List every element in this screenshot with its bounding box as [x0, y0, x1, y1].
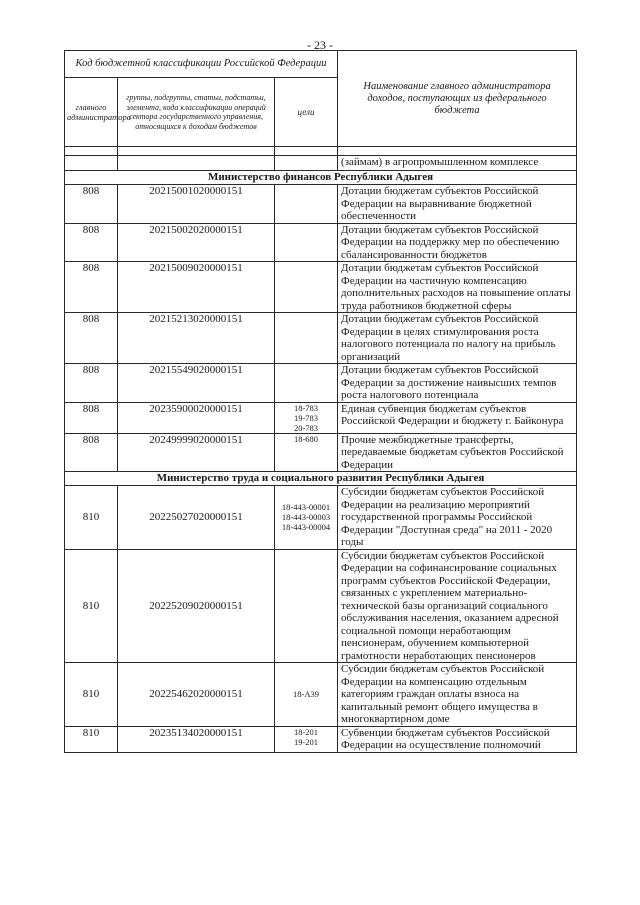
classification-code-cell: 20235134020000151: [118, 726, 275, 752]
purpose-code-cell: [275, 313, 338, 364]
purpose-code-cell: [275, 549, 338, 663]
purpose-code-cell: 18-443-00001 18-443-00003 18-443-00004: [275, 486, 338, 550]
classification-code-cell: 20225462020000151: [118, 663, 275, 727]
table-row: [65, 726, 577, 752]
revenue-name-cell: Дотации бюджетам субъектов Российской Федерации на выравнивание бюджетной обеспеченности: [338, 185, 577, 224]
table-header-row-1: [65, 51, 577, 78]
classification-code-cell: 20215009020000151: [118, 262, 275, 313]
budget-classification-table: [64, 50, 577, 753]
purpose-code-cell: [275, 185, 338, 224]
admin-code-cell: 808: [65, 433, 118, 472]
classification-code-cell: 20215549020000151: [118, 364, 275, 403]
section-row: [65, 472, 577, 486]
revenue-name-cell: Дотации бюджетам субъектов Российской Федерации в целях стимулирования роста налогового потенциала по налогу на прибыль организаций: [338, 313, 577, 364]
classification-code-cell: 20215213020000151: [118, 313, 275, 364]
purpose-code-cell: 18-201 19-201: [275, 726, 338, 752]
table-row: [65, 486, 577, 550]
admin-code-cell: 808: [65, 185, 118, 224]
purpose-code-cell: 18-783 19-783 20-783: [275, 402, 338, 433]
purpose-code-cell: 18-680: [275, 433, 338, 472]
purpose-code-cell: [275, 223, 338, 262]
revenue-name-cell: Субвенции бюджетам субъектов Российской Федерации на осуществление полномочий: [338, 726, 577, 752]
table-row: [65, 549, 577, 663]
table-row: [65, 364, 577, 403]
groups-column-header: группы, подгруппы, статьи, подстатьи, элемента, кода классификации операций сектора государственного управления, относящихся к доходам бюджетов: [118, 78, 275, 147]
revenue-name-cell: Субсидии бюджетам субъектов Российской Федерации на реализацию мероприятий государственной программы Российской Федерации "Доступная среда" на 2011 - 2020 годы: [338, 486, 577, 550]
admin-code-cell: 810: [65, 549, 118, 663]
revenue-name-cell: Прочие межбюджетные трансферты, передаваемые бюджетам субъектов Российской Федерации: [338, 433, 577, 472]
purpose-code-cell: 18-А39: [275, 663, 338, 727]
admin-code-cell: 808: [65, 262, 118, 313]
admin-code-cell: 810: [65, 486, 118, 550]
table-row: [65, 223, 577, 262]
classification-code-cell: 20249999020000151: [118, 433, 275, 472]
revenue-name-cell: Дотации бюджетам субъектов Российской Федерации за достижение наивысших темпов роста налогового потенциала: [338, 364, 577, 403]
admin-code-cell: 808: [65, 313, 118, 364]
classification-code-cell: 20215002020000151: [118, 223, 275, 262]
code-group-header: Код бюджетной классификации Российской Федерации: [65, 51, 338, 78]
section-row: [65, 171, 577, 185]
admin-code-cell: 810: [65, 663, 118, 727]
continuation-text: (займам) в агропромышленном комплексе: [338, 156, 577, 171]
classification-code-cell: 20235900020000151: [118, 402, 275, 433]
purpose-column-header: цели: [275, 78, 338, 147]
revenue-name-cell: Субсидии бюджетам субъектов Российской Федерации на софинансирование социальных программ субъектов Российской Федерации, связанных с укреплением материально-технической базы организаций социального обслуживания населения, оказанием адресной социальной помощи неработающим пенсионерам, обучением компьютерной грамотности неработающих пенсионеров: [338, 549, 577, 663]
table-row: [65, 402, 577, 433]
table-row: [65, 185, 577, 224]
continuation-row: [65, 156, 577, 171]
revenue-name-cell: Субсидии бюджетам субъектов Российской Федерации на компенсацию отдельным категориям граждан оплаты взноса на капитальный ремонт общего имущества в многоквартирном доме: [338, 663, 577, 727]
admin-column-header: главного администратора: [65, 78, 118, 147]
admin-code-cell: 808: [65, 223, 118, 262]
classification-code-cell: 20215001020000151: [118, 185, 275, 224]
page-number: - 23 -: [307, 38, 333, 52]
classification-code-cell: 20225027020000151: [118, 486, 275, 550]
purpose-code-cell: [275, 364, 338, 403]
admin-code-cell: 808: [65, 364, 118, 403]
revenue-name-cell: Единая субвенция бюджетам субъектов Российской Федерации и бюджету г. Байконура: [338, 402, 577, 433]
table-row: [65, 433, 577, 472]
classification-code-cell: 20225209020000151: [118, 549, 275, 663]
revenue-name-cell: Дотации бюджетам субъектов Российской Федерации на поддержку мер по обеспечению сбалансированности бюджетов: [338, 223, 577, 262]
name-column-header: Наименование главного администратора доходов, поступающих из федерального бюджета: [338, 51, 577, 147]
table-row: [65, 663, 577, 727]
admin-code-cell: 810: [65, 726, 118, 752]
table-row: [65, 262, 577, 313]
table-row: [65, 313, 577, 364]
admin-code-cell: 808: [65, 402, 118, 433]
section-title: Министерство труда и социального развития Республики Адыгея: [65, 472, 577, 486]
purpose-code-cell: [275, 262, 338, 313]
revenue-name-cell: Дотации бюджетам субъектов Российской Федерации на частичную компенсацию дополнительных расходов на повышение оплаты труда работников бюджетной сферы: [338, 262, 577, 313]
header-spacer-row: [65, 147, 577, 156]
section-title: Министерство финансов Республики Адыгея: [65, 171, 577, 185]
